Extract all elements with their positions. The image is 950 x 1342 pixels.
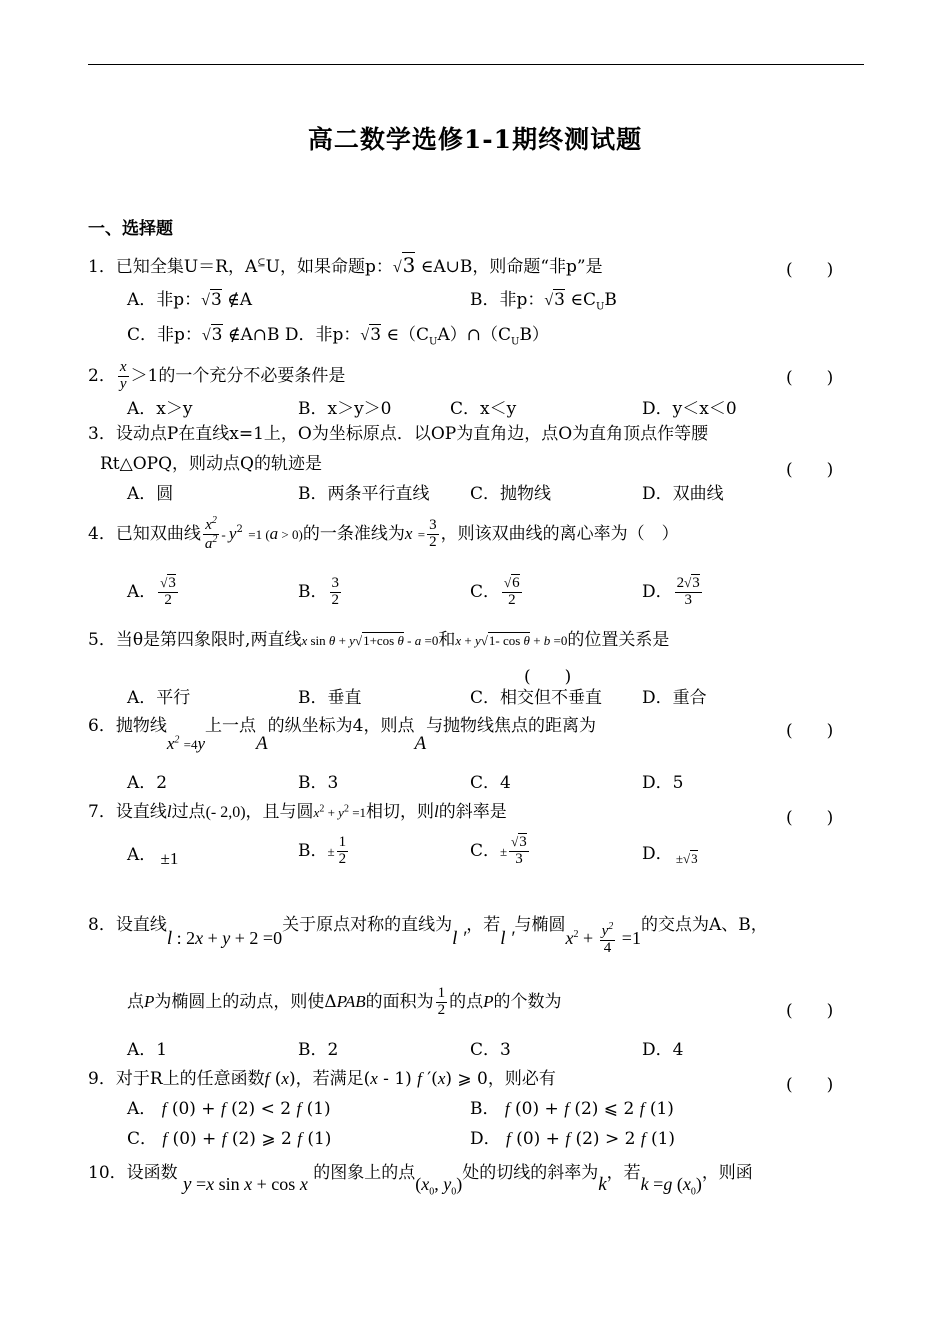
q6-option-a: A．2 [127, 773, 168, 793]
q9-option-d: D． f (0) + f (2) > 2 f (1) [470, 1129, 676, 1149]
q7-option-c: C．± $\frac{√3}{3}$ [470, 834, 527, 867]
q2-option-c: C．x＜y [450, 399, 517, 419]
q7-option-a: A． ±1 [127, 845, 179, 868]
q7-option-d: D． $_{\pm√3}$ [642, 844, 698, 866]
q9-option-b: B． f (0) + f (2) ⩽ 2 f (1) [470, 1099, 674, 1119]
question-6-stem: 6．抛物线$x^2 =4y$上一点A的纵坐标为4，则点A与抛物线焦点的距离为 [88, 716, 597, 754]
q8-option-b: B．2 [298, 1040, 339, 1060]
q4-option-d: D． $\frac{2√3}{3}$ [642, 575, 700, 608]
question-5-stem: 5．当θ是第四象限时,两直线x sin θ + y√1+cos θ - a =0和x + y√1- cos θ + b =0的位置关系是 [88, 630, 670, 650]
question-8-stem: 8．设直线l : 2x + y + 2 =0关于原点对称的直线为l ′，若l ′与椭圆$x^2$ + $\frac{y^2}{4}$ =1的交点为A、B， [88, 914, 768, 956]
q1-option-b: B．非p：√3 $\in C_UB$ [470, 290, 617, 313]
q5-option-d: D．重合 [642, 688, 707, 708]
q3-option-c: C．抛物线 [470, 484, 552, 504]
q3-option-a: A．圆 [127, 484, 174, 504]
q8-option-a: A．1 [127, 1040, 168, 1060]
q8-option-c: C．3 [470, 1040, 511, 1060]
q6-option-c: C．4 [470, 773, 511, 793]
q9-option-c: C． f (0) + f (2) ⩾ 2 f (1) [127, 1129, 332, 1149]
q6-option-b: B．3 [298, 773, 339, 793]
q2-option-b: B．x＞y＞0 [298, 399, 392, 419]
answer-blank-7[interactable]: ( ) [786, 808, 834, 828]
q4-option-c: C． $\frac{√6}{2}$ [470, 575, 520, 608]
header-rule [88, 64, 864, 65]
answer-blank-1[interactable]: ( ) [786, 260, 834, 280]
answer-blank-8[interactable]: ( ) [786, 1001, 834, 1021]
q2-option-d: D．y＜x＜0 [642, 399, 737, 419]
question-3-stem-cont: Rt△OPQ，则动点Q的轨迹是 [100, 454, 322, 474]
answer-blank-6[interactable]: ( ) [786, 721, 834, 741]
q7-option-b: B．± $\frac{1}{2}$ [298, 834, 347, 867]
q5-option-b: B．垂直 [298, 688, 362, 708]
q8-option-d: D．4 [642, 1040, 684, 1060]
question-2-stem: 2． $\frac{x}{y}$ ＞1的一个充分不必要条件是 [88, 359, 346, 392]
question-1-stem: 1．已知全集U＝R，A⊆U，如果命题p：√3 ∈A∪B，则命题“非p”是 [88, 253, 603, 277]
question-9-stem: 9．对于R上的任意函数f (x)，若满足(x - 1) f ′(x) ⩾ 0，则必有 [88, 1069, 556, 1089]
q1-option-a: A．非p：√3 ∉A [127, 290, 253, 310]
answer-blank-3[interactable]: ( ) [786, 460, 834, 480]
section-heading: 一、选择题 [88, 219, 173, 239]
question-3-stem: 3．设动点P在直线x=1上，O为坐标原点．以OP为直角边，点O为直角顶点作等腰 [88, 424, 709, 444]
q6-option-d: D．5 [642, 773, 684, 793]
q9-option-a: A． f (0) + f (2) < 2 f (1) [127, 1099, 331, 1119]
q5-option-c: C．相交但不垂直 [470, 688, 603, 708]
q3-option-d: D．双曲线 [642, 484, 724, 504]
question-7-stem: 7．设直线l过点(- 2,0)，且与圆$x^2 + y^2 =1$相切，则l的斜率是 [88, 802, 507, 822]
q4-option-a: A． $\frac{√3}{2}$ [127, 575, 176, 608]
answer-blank-2[interactable]: ( ) [786, 368, 834, 388]
page-title: 高二数学选修1-1期终测试题 [307, 125, 643, 154]
q2-option-a: A．x＞y [127, 399, 193, 419]
q5-option-a: A．平行 [127, 688, 191, 708]
q1-option-c: C．非p：√3 ∉A∩B D．非p：√3 $\in(C_UA)\cap(C_UB)$ [127, 325, 549, 348]
q3-option-b: B．两条平行直线 [298, 484, 430, 504]
answer-blank-5[interactable]: ( ) [524, 667, 572, 687]
answer-blank-9[interactable]: ( ) [786, 1075, 834, 1095]
question-4-stem: 4．已知双曲线 $\frac{x^2}{a^2}$ - $y^2 =1$ (a > 0)的一条准线为x = $\frac{3}{2}$ ，则该双曲线的离心率为（ ） [88, 515, 679, 552]
question-8-stem-cont: 点P为椭圆上的动点，则使ΔPAB的面积为 $\frac{1}{2}$ 的点P的个数为 [127, 985, 562, 1018]
q4-option-b: B． $\frac{3}{2}$ [298, 575, 339, 608]
question-10-stem: 10．设函数 y =x sin x + cos x 的图象上的点($x_0$, $y_0$)处的切线的斜率为k，若k =g $(x_0)$，则函 [88, 1163, 753, 1198]
